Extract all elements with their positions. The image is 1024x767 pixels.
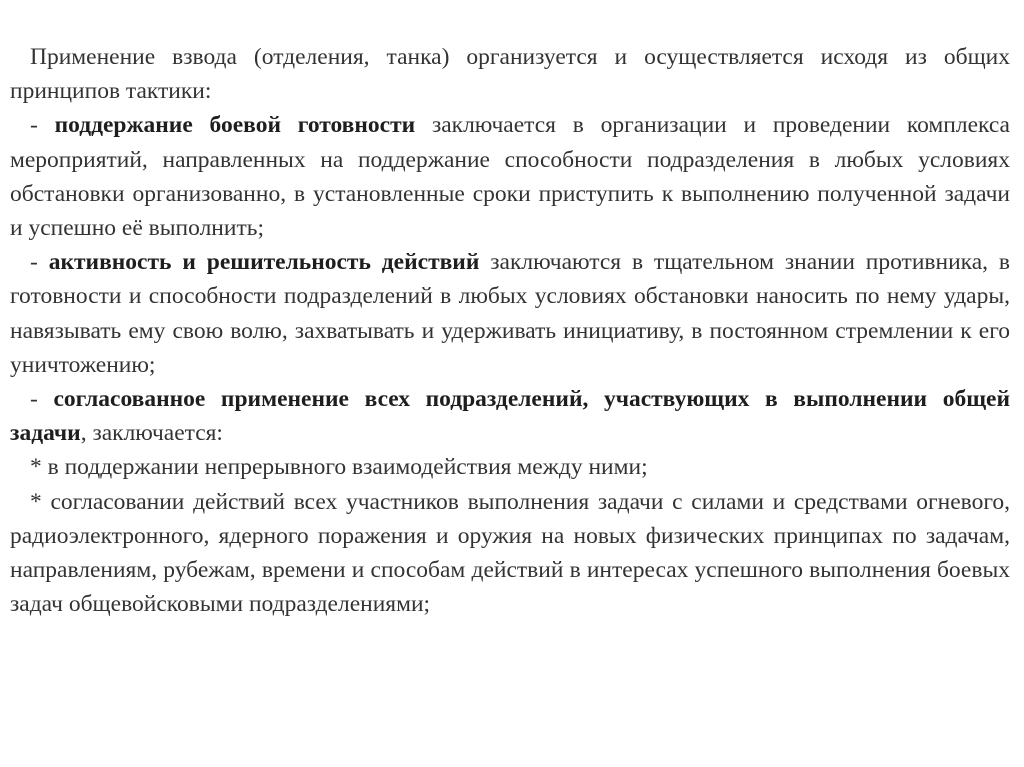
- principle-term: согласованное применение всех подразделений, участвующих в выполнении общей задачи: [10, 386, 1010, 447]
- item-prefix: -: [30, 386, 54, 413]
- principle-description: заключаются в тщательном знании противника, в готовности и способности подразделений в любых условиях обстановки наносить по нему удары, навязывать ему свою волю, захватывать и удерживать инициативу, в постоянном стремлении к его уничтожению;: [10, 249, 1010, 378]
- subitem-coordination-actions: * согласовании действий всех участников выполнения задачи с силами и средствами огневого, радиоэлектронного, ядерного поражения и оружия на новых физических принципах по задачам, направлениям, рубежам, времени и способам действий в интересах успешного выполнения боевых задач общевойсковыми подразделениями;: [10, 488, 1010, 618]
- intro-paragraph: Применение взвода (отделения, танка) организуется и осуществляется исходя из общих принципов тактики:: [10, 44, 1010, 105]
- principle-term: активность и решительность действий: [48, 249, 480, 276]
- principle-term: поддержание боевой готовности: [54, 112, 416, 139]
- item-prefix: -: [30, 112, 55, 139]
- principle-item-readiness: [10, 108, 1010, 245]
- principle-description: заключается в организации и проведении комплекса мероприятий, направленных на поддержание способности подразделения в любых условиях обстановки организованно, в установленные сроки приступить к выполнению полученной задачи и успешно её выполнить;: [10, 112, 1010, 242]
- subitem-interaction: * в поддержании непрерывного взаимодействия между ними;: [30, 454, 648, 481]
- principle-item-activity: [10, 245, 1010, 382]
- principle-description: , заключается:: [80, 420, 223, 447]
- principle-item-coordination: [10, 382, 1010, 450]
- item-prefix: -: [30, 249, 49, 276]
